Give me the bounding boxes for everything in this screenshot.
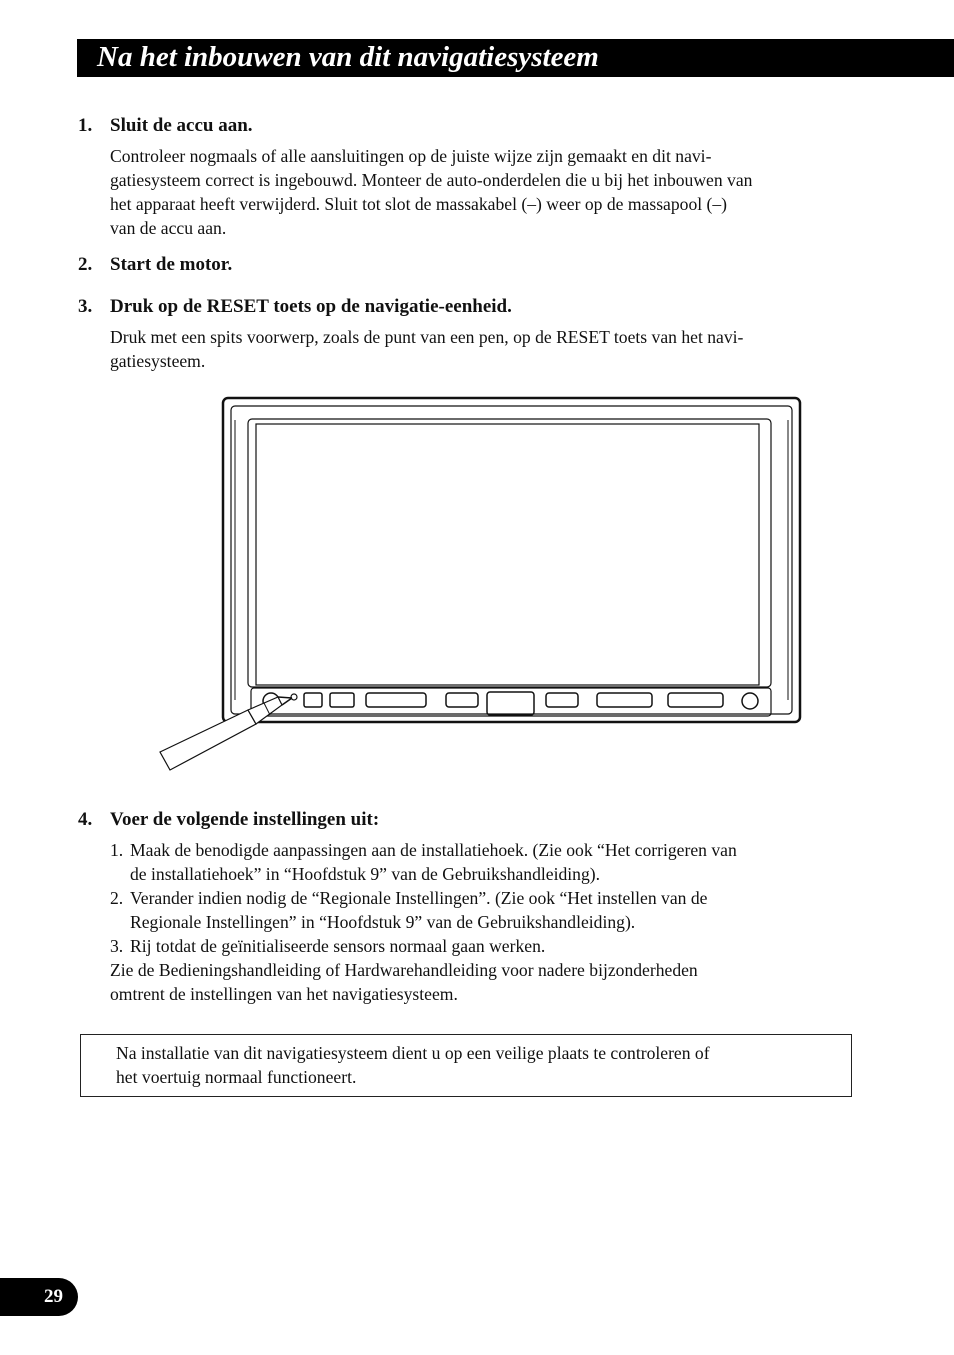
text-line: het apparaat heeft verwijderd. Sluit tot slot de massakabel (–) weer op de massapool (–) [110,194,728,214]
list-number: 3. [110,936,124,956]
step-4-heading [78,809,379,831]
text-line: Druk met een spits voorwerp, zoals de punt van een pen, op de RESET toets van het navi- [110,327,744,347]
text-line: Verander indien nodig de “Regionale Instellingen”. (Zie ook “Het instellen van de [130,888,708,908]
page-number: 29 [44,1286,63,1307]
list-item [110,934,870,958]
list-number: 2. [110,888,124,908]
text-line: Regionale Instellingen” in “Hoofdstuk 9” van de Gebruikshandleiding). [130,912,636,932]
step-number: 4. [78,809,93,830]
step-title: Voer de volgende instellingen uit: [110,809,380,830]
step-title: Druk op de RESET toets op de navigatie-eenheid. [110,296,512,317]
note-box [80,1034,852,1097]
text-line: de installatiehoek” in “Hoofdstuk 9” van de Gebruikshandleiding). [130,864,601,884]
text-line: van de accu aan. [110,218,227,238]
text-line: Controleer nogmaals of alle aansluitingen op de juiste wijze zijn gemaakt en dit navi- [110,146,712,166]
text-line: Zie de Bedieningshandleiding of Hardwarehandleiding voor nadere bijzonderheden [110,960,698,980]
text-line: het voertuig normaal functioneert. [116,1067,357,1087]
list-item [110,838,870,886]
step-number: 1. [78,115,93,136]
text-line: gatiesysteem correct is ingebouwd. Monteer de auto-onderdelen die u bij het inbouwen van [110,170,753,190]
text-line: gatiesysteem. [110,351,206,371]
text-line: Na installatie van dit navigatiesysteem dient u op een veilige plaats te controleren of [116,1043,710,1063]
page-title: Na het inbouwen van dit navigatiesysteem [97,41,599,73]
text-line: Maak de benodigde aanpassingen aan de installatiehoek. (Zie ook “Het corrigeren van [130,840,737,860]
step-number: 3. [78,296,93,317]
list-number: 1. [110,840,124,860]
page-number-tab [0,1278,78,1316]
step-number: 2. [78,254,93,275]
list-item [110,886,870,934]
step-title: Sluit de accu aan. [110,115,253,136]
step-4-text [110,838,870,1006]
note-text [116,1041,836,1089]
step-title: Start de motor. [110,254,233,275]
screen [256,424,759,685]
text-line: omtrent de instellingen van het navigatiesysteem. [110,984,458,1004]
text-line: Rij totdat de geïnitialiseerde sensors normaal gaan werken. [130,936,546,956]
